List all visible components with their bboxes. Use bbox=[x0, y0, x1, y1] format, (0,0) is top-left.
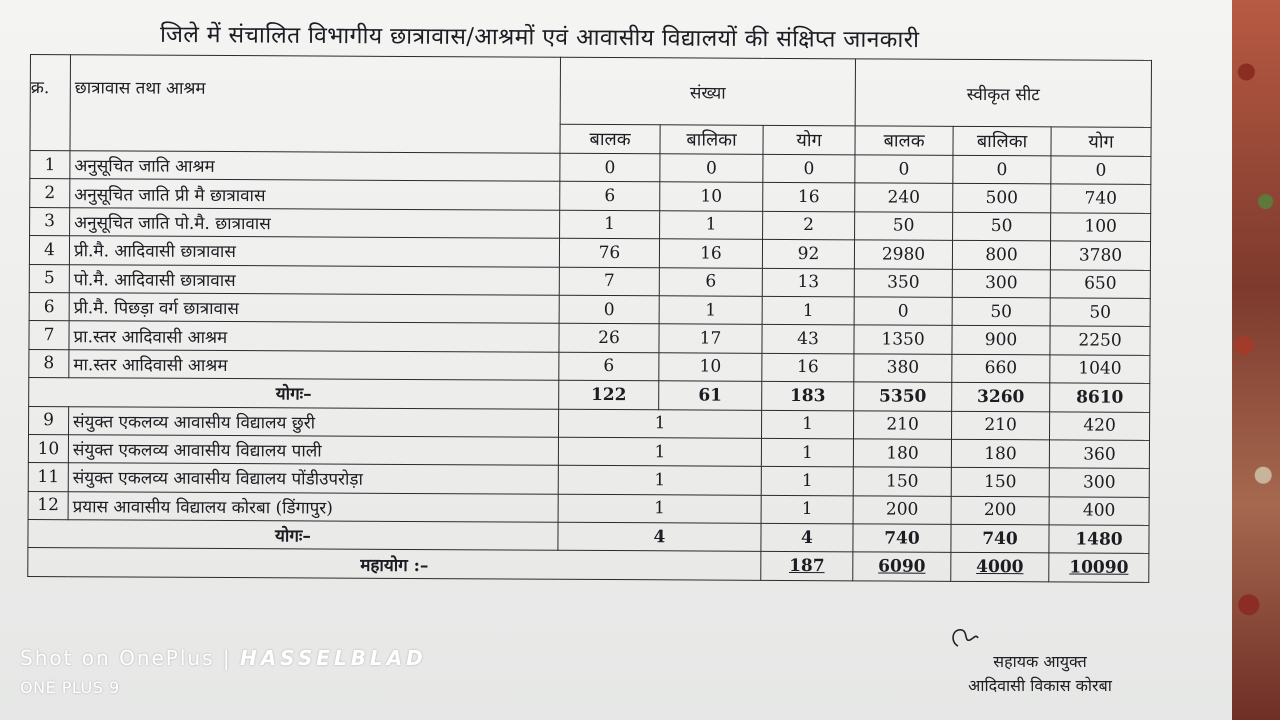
seats-total-cell: 1480 bbox=[1049, 525, 1149, 554]
seats-total-cell: 100 bbox=[1051, 213, 1151, 242]
seats-total-cell: 400 bbox=[1049, 497, 1149, 526]
seats-girls-cell: 800 bbox=[952, 241, 1050, 270]
serial-cell: 10 bbox=[28, 434, 68, 463]
seats-boys-cell: 150 bbox=[853, 467, 951, 496]
count-boys-cell: 6 bbox=[559, 352, 659, 381]
name-cell: प्री.मै. आदिवासी छात्रावास bbox=[69, 236, 559, 267]
count-total-cell: 92 bbox=[762, 240, 854, 269]
seats-girls-cell: 180 bbox=[951, 439, 1049, 468]
serial-cell: 5 bbox=[29, 264, 69, 293]
hostel-summary-table bbox=[27, 54, 1152, 583]
count-merged-cell: 1 bbox=[559, 409, 762, 438]
grand-total-label: महायोग :– bbox=[28, 548, 761, 580]
grand-total-row bbox=[28, 548, 1149, 582]
name-cell: संयुक्त एकलव्य आवासीय विद्यालय पाली bbox=[68, 435, 558, 466]
count-total-cell: 0 bbox=[763, 154, 855, 183]
count-girls-cell: 1 bbox=[659, 296, 762, 325]
name-cell: संयुक्त एकलव्य आवासीय विद्यालय पोंडीउपरोड़ा bbox=[68, 463, 558, 494]
subtotal-label: योगः– bbox=[28, 520, 558, 551]
header-serial: क्र. bbox=[30, 55, 71, 151]
count-total-cell: 1 bbox=[762, 296, 854, 325]
count-merged-cell: 4 bbox=[558, 522, 761, 551]
count-boys-cell: 6 bbox=[560, 182, 660, 211]
count-girls-cell: 10 bbox=[659, 353, 762, 382]
grand-seats-boys-cell: 6090 bbox=[853, 552, 951, 581]
count-girls-cell: 16 bbox=[659, 239, 762, 268]
name-cell: पो.मै. आदिवासी छात्रावास bbox=[69, 264, 559, 295]
seats-girls-cell: 0 bbox=[953, 155, 1051, 184]
header-count-boys: बालक bbox=[560, 124, 660, 154]
camera-watermark bbox=[20, 646, 427, 697]
seats-boys-cell: 5350 bbox=[854, 382, 952, 411]
seats-girls-cell: 210 bbox=[952, 411, 1050, 440]
seats-boys-cell: 0 bbox=[854, 297, 952, 326]
count-boys-cell: 0 bbox=[559, 295, 659, 324]
count-total-cell: 16 bbox=[763, 183, 855, 212]
seats-boys-cell: 1350 bbox=[854, 325, 952, 354]
seats-boys-cell: 0 bbox=[855, 155, 953, 184]
seats-girls-cell: 500 bbox=[953, 184, 1051, 213]
seats-boys-cell: 200 bbox=[853, 496, 951, 525]
count-total-cell: 13 bbox=[762, 268, 854, 297]
seats-girls-cell: 300 bbox=[952, 269, 1050, 298]
seats-boys-cell: 240 bbox=[855, 183, 953, 212]
header-count-group: संख्या bbox=[560, 57, 855, 126]
watermark-line-1 bbox=[20, 646, 427, 670]
serial-cell: 12 bbox=[28, 491, 68, 520]
grand-seats-total-cell: 10090 bbox=[1049, 553, 1149, 582]
serial-cell: 7 bbox=[29, 321, 69, 350]
header-seats-girls: बालिका bbox=[953, 126, 1051, 156]
count-total-cell: 2 bbox=[763, 211, 855, 240]
header-name: छात्रावास तथा आश्रम bbox=[70, 55, 560, 154]
seats-total-cell: 50 bbox=[1050, 298, 1150, 327]
serial-cell: 11 bbox=[28, 463, 68, 492]
seats-total-cell: 2250 bbox=[1050, 326, 1150, 355]
header-count-total: योग bbox=[763, 125, 855, 154]
count-total-cell: 183 bbox=[762, 381, 854, 410]
signature-block bbox=[940, 624, 1140, 698]
count-total-cell: 43 bbox=[762, 325, 854, 354]
seats-total-cell: 8610 bbox=[1050, 383, 1150, 412]
header-count-girls: बालिका bbox=[660, 125, 763, 155]
header-seats-group: स्वीकृत सीट bbox=[855, 59, 1151, 128]
serial-cell: 8 bbox=[29, 349, 69, 378]
serial-cell: 9 bbox=[29, 406, 69, 435]
seats-girls-cell: 50 bbox=[952, 297, 1050, 326]
count-boys-cell: 1 bbox=[560, 210, 660, 239]
count-total-cell: 1 bbox=[761, 438, 853, 467]
count-boys-cell: 26 bbox=[559, 324, 659, 353]
name-cell: संयुक्त एकलव्य आवासीय विद्यालय छुरी bbox=[69, 406, 559, 437]
count-girls-cell: 61 bbox=[659, 381, 762, 410]
name-cell: अनुसूचित जाति आश्रम bbox=[70, 151, 560, 182]
count-total-cell: 1 bbox=[761, 467, 853, 496]
count-boys-cell: 7 bbox=[559, 267, 659, 296]
subtotal-label: योगः– bbox=[29, 378, 559, 409]
signature-scribble-icon bbox=[940, 624, 1000, 650]
grand-count-total-cell: 187 bbox=[761, 552, 853, 581]
header-row-1 bbox=[30, 55, 1151, 128]
count-total-cell: 1 bbox=[761, 410, 853, 439]
seats-boys-cell: 350 bbox=[854, 268, 952, 297]
seats-girls-cell: 740 bbox=[951, 524, 1049, 553]
count-merged-cell: 1 bbox=[558, 437, 761, 466]
header-seats-total: योग bbox=[1051, 127, 1151, 157]
seats-girls-cell: 200 bbox=[951, 496, 1049, 525]
seats-girls-cell: 900 bbox=[952, 326, 1050, 355]
name-cell: मा.स्तर आदिवासी आश्रम bbox=[69, 349, 559, 380]
watermark-prefix: Shot on OnePlus | bbox=[20, 646, 240, 670]
count-girls-cell: 0 bbox=[660, 154, 763, 183]
count-total-cell: 16 bbox=[762, 353, 854, 382]
watermark-brand: HASSELBLAD bbox=[239, 646, 427, 670]
count-merged-cell: 1 bbox=[558, 494, 761, 523]
serial-cell: 3 bbox=[30, 207, 70, 236]
name-cell: अनुसूचित जाति पो.मै. छात्रावास bbox=[70, 207, 560, 238]
seats-boys-cell: 380 bbox=[854, 354, 952, 383]
signature-office: आदिवासी विकास कोरबा bbox=[968, 676, 1112, 695]
seats-girls-cell: 150 bbox=[951, 468, 1049, 497]
seats-total-cell: 0 bbox=[1051, 156, 1151, 185]
count-boys-cell: 76 bbox=[559, 238, 659, 267]
seats-boys-cell: 2980 bbox=[854, 240, 952, 269]
seats-girls-cell: 50 bbox=[953, 212, 1051, 241]
watermark-model: ONE PLUS 9 bbox=[20, 678, 120, 697]
seats-girls-cell: 3260 bbox=[952, 382, 1050, 411]
count-boys-cell: 0 bbox=[560, 153, 660, 182]
serial-cell: 4 bbox=[29, 236, 69, 265]
background-fabric bbox=[1232, 0, 1280, 720]
count-total-cell: 4 bbox=[761, 523, 853, 552]
serial-cell: 2 bbox=[30, 179, 70, 208]
name-cell: प्रयास आवासीय विद्यालय कोरबा (डिंगापुर) bbox=[68, 491, 558, 522]
seats-total-cell: 3780 bbox=[1050, 241, 1150, 270]
count-total-cell: 1 bbox=[761, 495, 853, 524]
serial-cell: 6 bbox=[29, 292, 69, 321]
signature-title: सहायक आयुक्त bbox=[993, 652, 1087, 671]
seats-total-cell: 360 bbox=[1049, 440, 1149, 469]
count-boys-cell: 122 bbox=[559, 380, 659, 409]
count-girls-cell: 1 bbox=[660, 211, 763, 240]
count-girls-cell: 6 bbox=[659, 267, 762, 296]
seats-boys-cell: 180 bbox=[853, 439, 951, 468]
count-merged-cell: 1 bbox=[558, 466, 761, 495]
serial-cell: 1 bbox=[30, 151, 70, 180]
seats-girls-cell: 660 bbox=[952, 354, 1050, 383]
header-seats-boys: बालक bbox=[855, 126, 953, 156]
name-cell: प्री.मै. पिछड़ा वर्ग छात्रावास bbox=[69, 293, 559, 324]
seats-boys-cell: 210 bbox=[854, 410, 952, 439]
seats-total-cell: 740 bbox=[1051, 184, 1151, 213]
name-cell: प्रा.स्तर आदिवासी आश्रम bbox=[69, 321, 559, 352]
seats-boys-cell: 740 bbox=[853, 524, 951, 553]
seats-total-cell: 420 bbox=[1050, 411, 1150, 440]
seats-total-cell: 650 bbox=[1050, 269, 1150, 298]
seats-boys-cell: 50 bbox=[855, 212, 953, 241]
count-girls-cell: 17 bbox=[659, 324, 762, 353]
name-cell: अनुसूचित जाति प्री मै छात्रावास bbox=[70, 179, 560, 210]
count-girls-cell: 10 bbox=[660, 182, 763, 211]
document-title: जिले में संचालित विभागीय छात्रावास/आश्रमों एवं आवासीय विद्यालयों की संक्षिप्त जानकारी bbox=[159, 21, 920, 54]
seats-total-cell: 1040 bbox=[1050, 355, 1150, 384]
seats-total-cell: 300 bbox=[1049, 468, 1149, 497]
grand-seats-girls-cell: 4000 bbox=[951, 553, 1049, 582]
